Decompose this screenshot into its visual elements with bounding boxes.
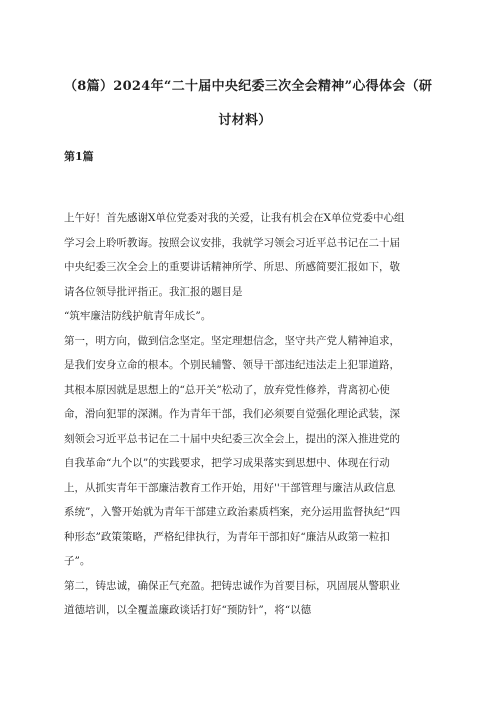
paragraph-point-two <box>64 574 426 623</box>
section-heading: 第1篇 <box>64 150 94 163</box>
title-line-2: 讨材料） <box>218 113 272 128</box>
text-line: 第一，明方向，做到信念坚定。坚定理想信念，坚守共产党人精神追求， <box>64 334 400 347</box>
paragraph-topic <box>64 304 426 329</box>
text-line: 系统”，入警开始就为青年干部建立政治素质档案，充分运用监督执纪“四 <box>64 506 401 518</box>
paragraph-greeting <box>64 206 426 304</box>
text-line: 子”。 <box>64 555 91 567</box>
paragraph-point-one <box>64 329 426 574</box>
text-line: “筑牢廉洁防线护航青年成长”。 <box>64 310 212 322</box>
text-line: 上，从抓实青年干部廉洁教育工作开始，用好''干部管理与廉洁从政信息 <box>64 481 396 494</box>
text-line: 是我们安身立命的根本。个别民辅警、领导干部违纪违法走上犯罪道路， <box>64 359 400 371</box>
text-line: 自我革命“九个以”的实践要求，把学习成果落实到思想中、体现在行动 <box>64 457 390 469</box>
text-line: 第二，铸忠诚，确保正气充盈。把铸忠诚作为首要目标，巩固展从警职业 <box>64 579 400 592</box>
title-line-1: （8篇）2024年“二十届中央纪委三次全会精神”心得体会（研 <box>64 79 433 94</box>
document-title <box>64 0 433 138</box>
text-line: 命，滑向犯罪的深渊。作为青年干部，我们必须要自觉强化理论武装，深 <box>64 408 400 420</box>
text-line: 学习会上聆听教诲。按照会议安排，我就学习领会习近平总书记在二十届 <box>64 236 400 249</box>
text-line: 种形态”政策策略，严格纪律执行，为青年干部扣好“廉洁从政第一粒扣 <box>64 530 390 543</box>
text-line: 道德培训，以全覆盖廉政谈话打好“预防针”，将“以德 <box>64 604 312 616</box>
text-line: 其根本原因就是思想上的“总开关”松动了，放弃党性修养，背离初心使 <box>64 383 390 396</box>
text-line: 上午好！首先感谢X单位党委对我的关爱，让我有机会在X单位党委中心组 <box>64 212 405 224</box>
text-line: 请各位领导批评指正。我汇报的题目是 <box>64 285 243 298</box>
text-line: 刻领会习近平总书记在二十届中央纪委三次全会上，提出的深入推进党的 <box>64 432 400 445</box>
text-line: 中央纪委三次全会上的重要讲话精神所学、所思、所感简要汇报如下，敬 <box>64 261 400 273</box>
